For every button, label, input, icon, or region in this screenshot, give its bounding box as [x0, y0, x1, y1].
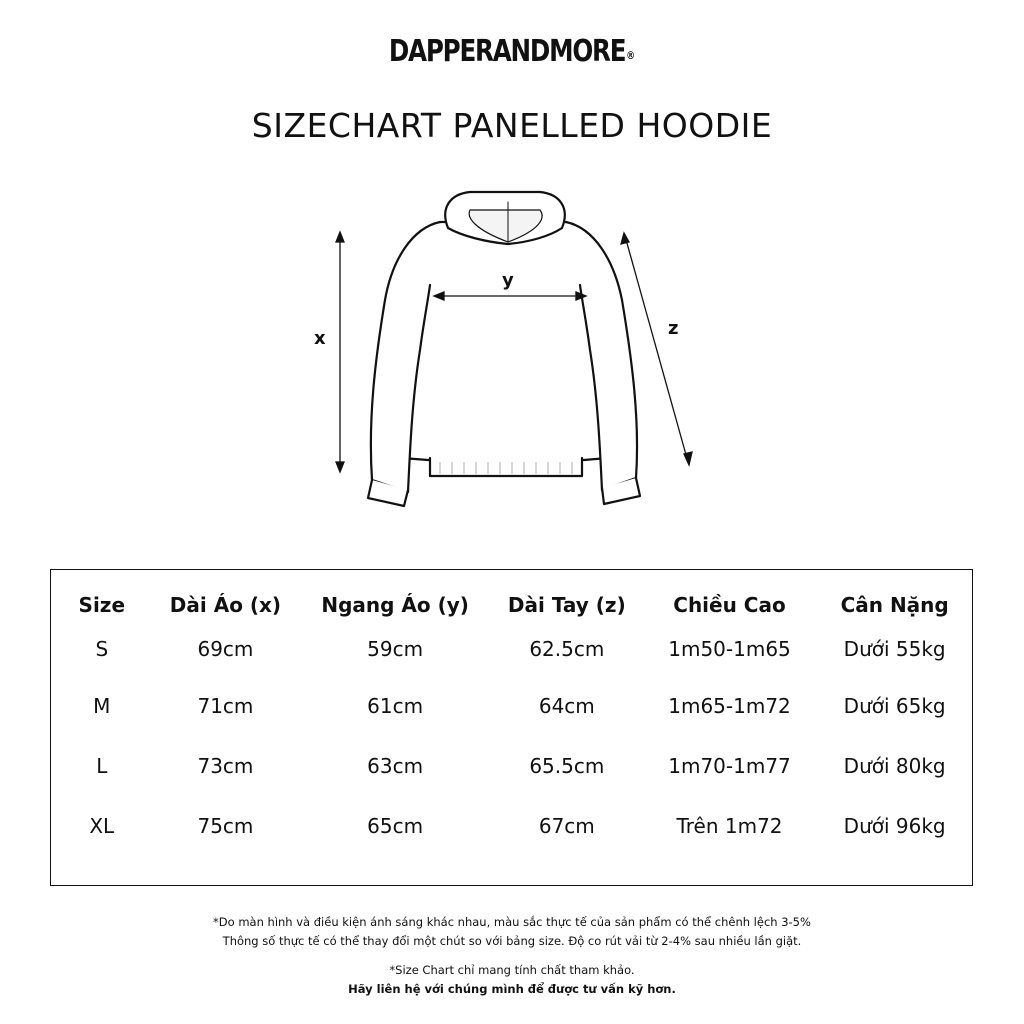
registered-mark: ®: [626, 49, 636, 62]
table-row: [51, 736, 972, 796]
table-header-row: [51, 588, 972, 622]
page-title: SIZECHART PANELLED HOODIE: [251, 106, 773, 145]
hoodie-illustration: [0, 180, 1024, 520]
footer-notes: [0, 913, 1024, 999]
cell-height: Trên 1m72: [676, 814, 783, 838]
header-sleeve: Dài Tay (z): [507, 593, 626, 617]
cell-length: 71cm: [197, 694, 254, 718]
header-width: Ngang Áo (y): [321, 593, 469, 617]
header-weight: Cân Nặng: [840, 593, 949, 617]
cell-width: 61cm: [367, 694, 424, 718]
cell-weight: Dưới 80kg: [843, 754, 946, 778]
header-length: Dài Áo (x): [169, 593, 282, 617]
hoodie-hem: [430, 458, 582, 476]
cell-height: 1m70-1m77: [668, 754, 791, 778]
cell-length: 73cm: [197, 754, 254, 778]
note-reference-only: *Size Chart chỉ mang tính chất tham khảo.: [389, 963, 635, 977]
brand-name: DAPPERANDMORE: [388, 34, 626, 69]
size-chart-table: [50, 569, 973, 886]
header-size: Size: [78, 593, 126, 617]
table-row: [51, 622, 972, 676]
brand-logo: [92, 34, 932, 69]
note-contact: Hãy liên hệ với chúng mình để được tư vấn kỹ hơn.: [348, 982, 676, 996]
cell-size: XL: [89, 814, 115, 838]
note-color-disclaimer: *Do màn hình và điều kiện ánh sáng khác nhau, màu sắc thực tế của sản phẩm có thể chênh lệch 3-5%: [213, 915, 811, 929]
cell-height: 1m50-1m65: [668, 637, 791, 661]
hoodie-diagram: [0, 180, 1024, 520]
cell-sleeve: 62.5cm: [529, 637, 605, 661]
cell-weight: Dưới 65kg: [843, 694, 946, 718]
cell-weight: Dưới 55kg: [843, 637, 946, 661]
table-row: [51, 676, 972, 736]
cell-width: 59cm: [367, 637, 424, 661]
cell-height: 1m65-1m72: [668, 694, 791, 718]
cell-length: 69cm: [197, 637, 254, 661]
cell-width: 63cm: [367, 754, 424, 778]
cell-size: S: [95, 637, 109, 661]
cell-size: L: [96, 754, 108, 778]
cell-length: 75cm: [197, 814, 254, 838]
cell-weight: Dưới 96kg: [843, 814, 946, 838]
header-height: Chiều Cao: [673, 593, 786, 617]
cell-size: M: [93, 694, 111, 718]
note-measurement-disclaimer: Thông số thực tế có thể thay đổi một chút so với bảng size. Độ co rút vải từ 2-4% sau nhiều lần giặt.: [222, 934, 802, 948]
x-label: x: [314, 328, 326, 349]
cell-width: 65cm: [367, 814, 424, 838]
cell-sleeve: 67cm: [538, 814, 595, 838]
table-row: [51, 796, 972, 856]
z-label: z: [668, 318, 679, 339]
y-label: y: [502, 270, 514, 291]
cell-sleeve: 64cm: [538, 694, 595, 718]
cell-sleeve: 65.5cm: [529, 754, 605, 778]
